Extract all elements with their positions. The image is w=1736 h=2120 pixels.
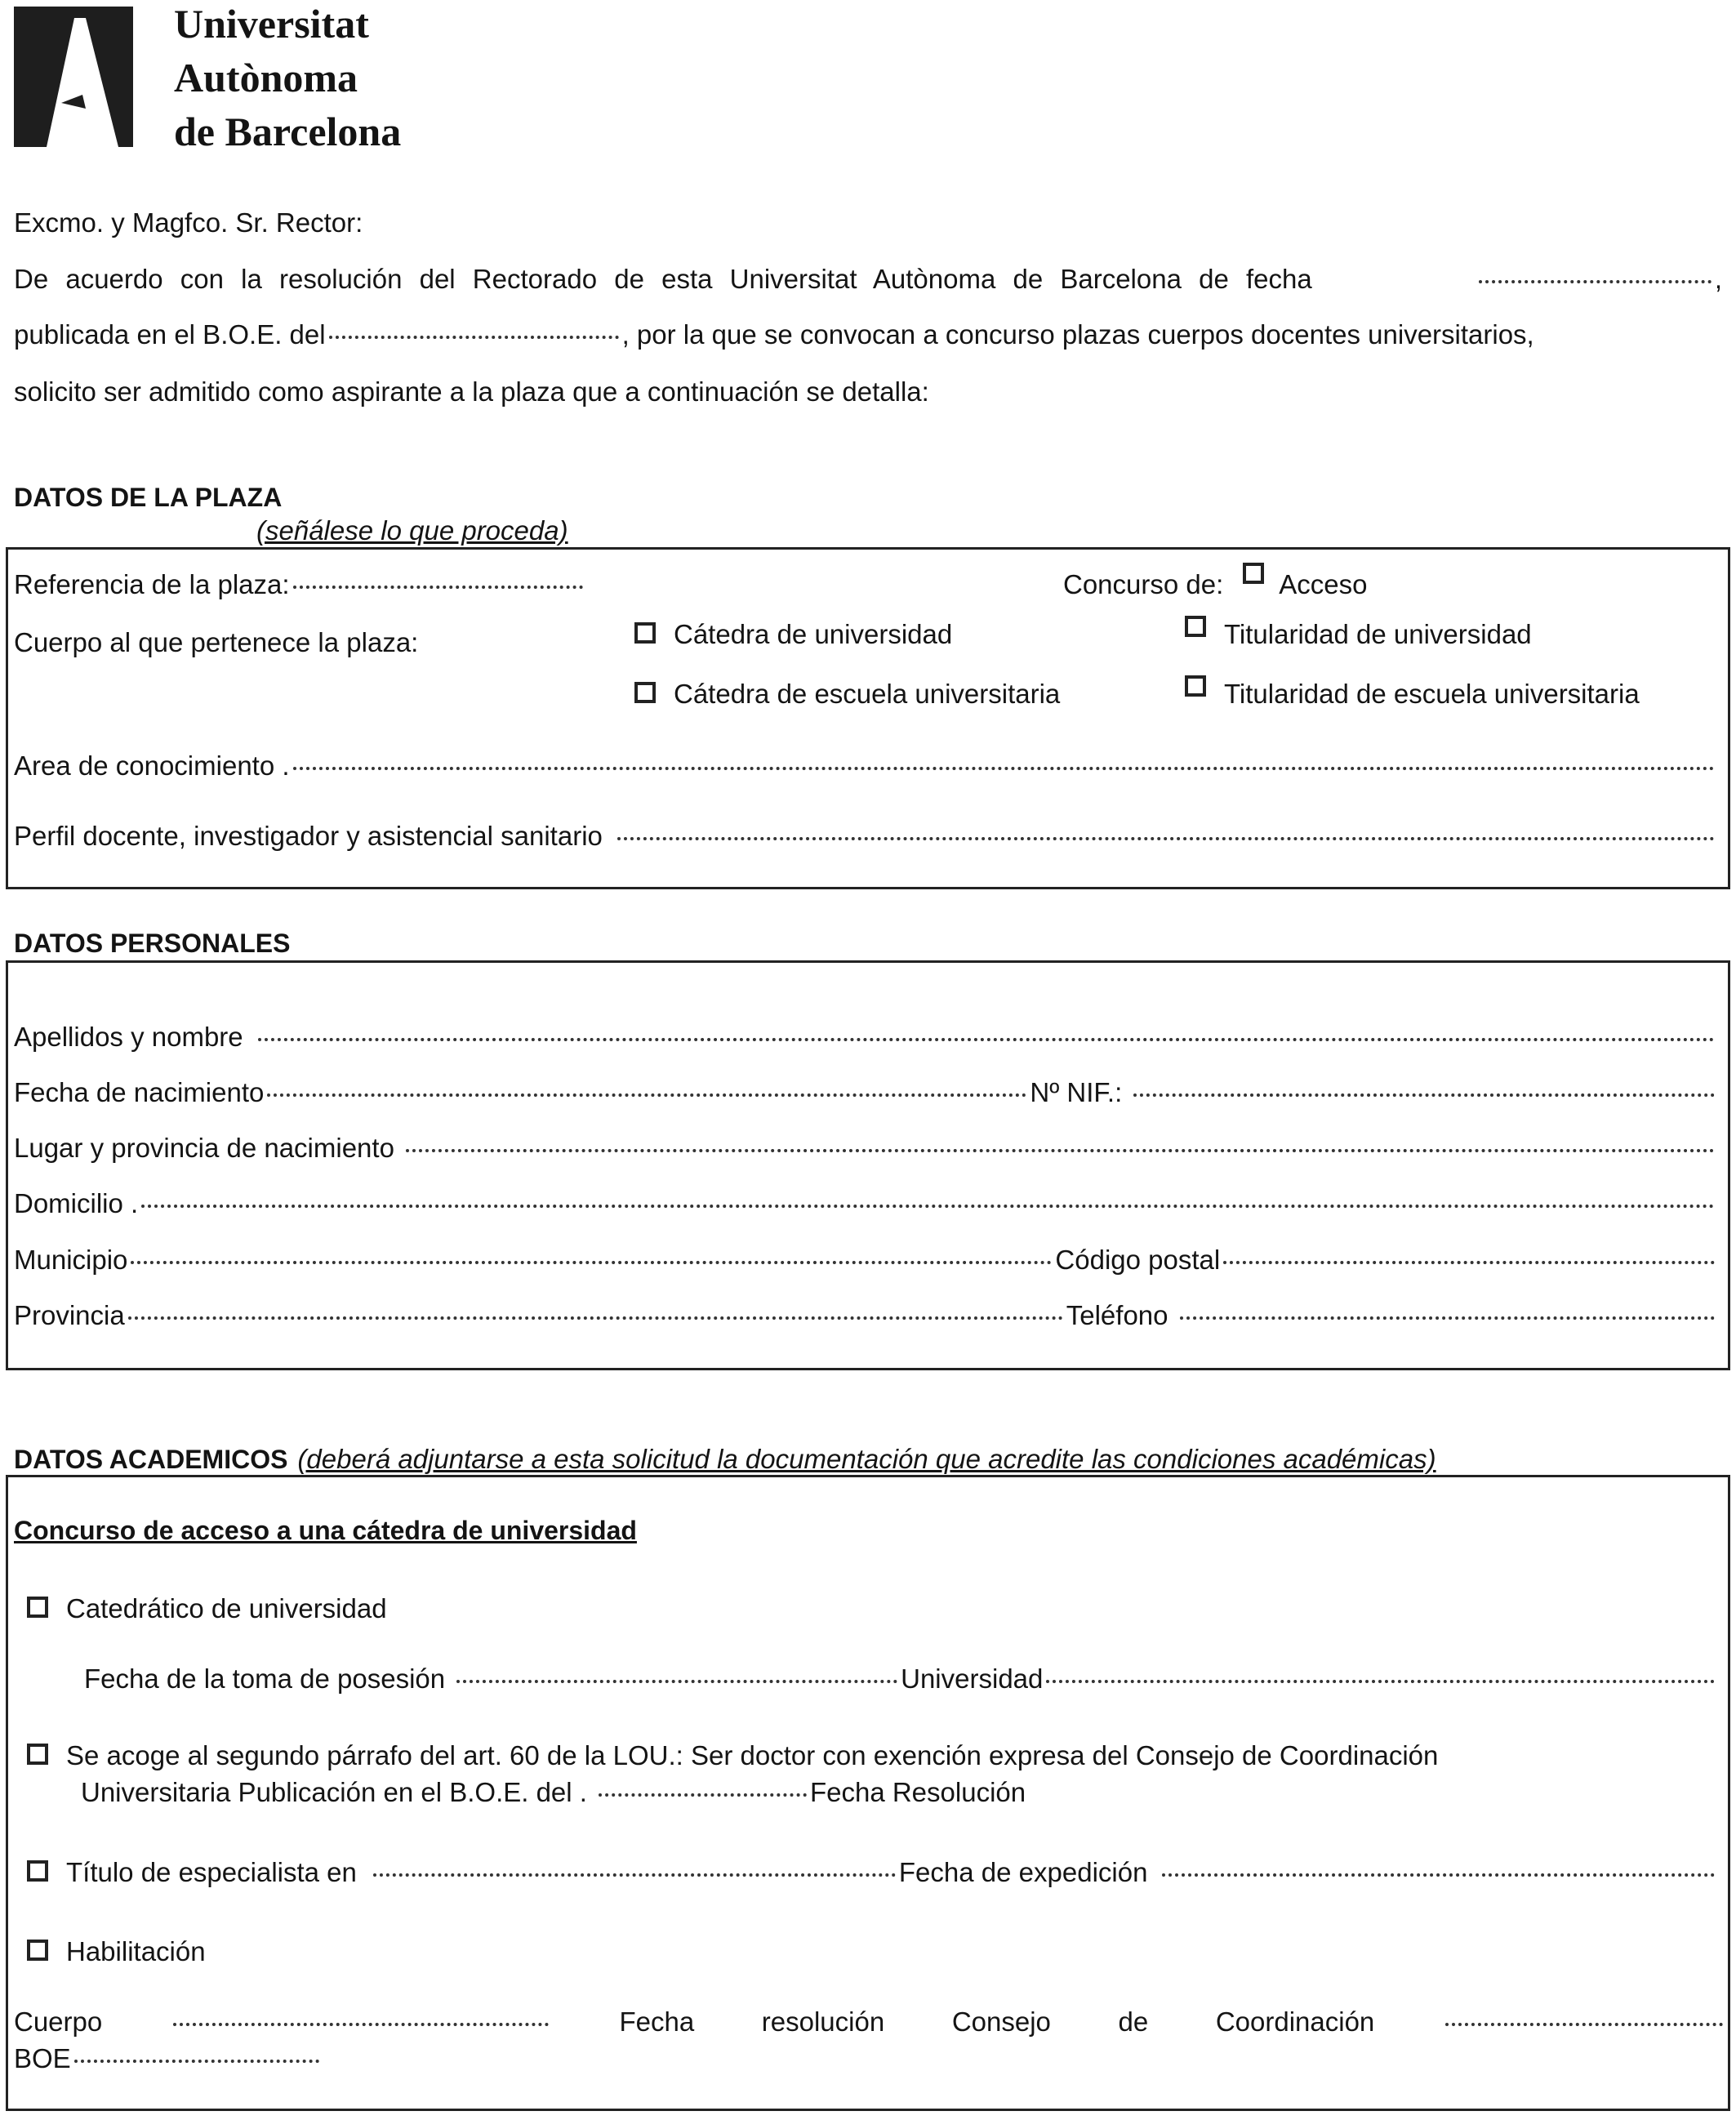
salutation-text: Excmo. y Magfco. Sr. Rector: [14, 207, 363, 238]
label: Referencia de la plaza: [14, 569, 290, 599]
intro-line-3 [14, 376, 929, 408]
option-label: Titularidad de universidad [1224, 619, 1532, 649]
apellidos-row [14, 1021, 1718, 1053]
domicilio-row [14, 1187, 1718, 1220]
label: Título de especialista en [66, 1857, 357, 1887]
label: Cuerpo al que pertenece la plaza: [14, 627, 419, 657]
area-field[interactable] [293, 767, 1715, 770]
label: resolución [761, 2006, 885, 2037]
option-label: Titularidad de escuela universitaria [1224, 679, 1640, 709]
heading: DATOS ACADEMICOS [14, 1445, 288, 1474]
option-row[interactable] [634, 678, 1060, 710]
label: Código postal [1055, 1245, 1221, 1275]
checkbox[interactable] [1185, 675, 1206, 697]
acoge-row[interactable] [27, 1739, 1438, 1772]
boe-row [14, 2042, 323, 2075]
referencia-field[interactable] [293, 586, 583, 589]
plaza-subtitle [256, 514, 568, 547]
section-title-personales [14, 927, 290, 960]
checkbox[interactable] [27, 1860, 48, 1882]
note: (deberá adjuntarse a esta solicitud la documentación que acredite las condiciones académicas) [297, 1444, 1436, 1474]
label: Municipio [14, 1245, 128, 1275]
acceso-checkbox[interactable] [1243, 563, 1264, 584]
cuerpo-label-row [14, 626, 418, 659]
titulo-row [27, 1856, 1718, 1889]
provincia-field[interactable] [128, 1316, 1063, 1320]
label: Catedrático de universidad [66, 1593, 387, 1623]
label: Se acoge al segundo párrafo del art. 60 de la LOU.: Ser doctor con exención expresa del Consejo de Coordinación [66, 1740, 1439, 1770]
date-field[interactable] [1479, 280, 1712, 283]
universidad-field[interactable] [1046, 1680, 1715, 1683]
label: Domicilio . [14, 1188, 139, 1218]
fecha-nacimiento-field[interactable] [267, 1093, 1026, 1097]
salutation [14, 207, 363, 239]
toma-row [84, 1663, 1718, 1695]
label: Nº NIF.: [1030, 1077, 1123, 1107]
titulo-field[interactable] [373, 1873, 896, 1877]
nacimiento-row [14, 1076, 1718, 1109]
acoge-row-2 [81, 1776, 1026, 1809]
comma: , [1714, 264, 1722, 294]
logo-line: Universitat [174, 1, 369, 47]
label: Habilitación [66, 1936, 206, 1966]
lugar-field[interactable] [406, 1149, 1715, 1152]
checkbox[interactable] [27, 1744, 48, 1765]
section-title-plaza [14, 481, 282, 514]
label: Universidad [901, 1663, 1044, 1694]
cuerpo-row [14, 2006, 1726, 2038]
catedratico-row[interactable] [27, 1592, 387, 1625]
label: Coordinación [1215, 2006, 1375, 2037]
nif-field[interactable] [1133, 1093, 1715, 1097]
label: Cuerpo [14, 2006, 103, 2037]
intro-text-1 [14, 263, 1476, 296]
subheading-text: Concurso de acceso a una cátedra de universidad [14, 1516, 637, 1545]
intro-text: solicito ser admitido como aspirante a la plaza que a continuación se detalla: [14, 376, 929, 407]
label: Lugar y provincia de nacimiento [14, 1133, 394, 1163]
label: Fecha de nacimiento [14, 1077, 265, 1107]
intro-line-2 [14, 318, 1722, 351]
perfil-field[interactable] [617, 837, 1715, 840]
logo-line: de Barcelona [174, 109, 402, 154]
heading: DATOS PERSONALES [14, 929, 291, 958]
provincia-row [14, 1299, 1718, 1332]
boe-date-field[interactable] [329, 336, 619, 339]
municipio-field[interactable] [131, 1261, 1052, 1264]
telefono-field[interactable] [1180, 1316, 1716, 1320]
label: Fecha [619, 2006, 695, 2037]
option-label: Cátedra de universidad [674, 619, 953, 649]
heading: DATOS DE LA PLAZA [14, 483, 283, 512]
label: Acceso [1279, 569, 1368, 599]
option-label: Cátedra de escuela universitaria [674, 679, 1061, 709]
referencia-row [14, 568, 586, 601]
concurso-row [1063, 568, 1368, 601]
checkbox[interactable] [27, 1597, 48, 1618]
section-title-academicos [14, 1443, 1436, 1476]
label: Provincia [14, 1300, 125, 1330]
label: Universitaria Publicación en el B.O.E. del . [81, 1777, 587, 1807]
municipio-row [14, 1244, 1718, 1276]
domicilio-field[interactable] [141, 1205, 1715, 1208]
checkbox[interactable] [634, 682, 656, 703]
subtitle: (señálese lo que proceda) [256, 515, 568, 546]
checkbox[interactable] [634, 622, 656, 644]
label: Teléfono [1066, 1300, 1168, 1330]
perfil-row [14, 820, 1718, 853]
boe-field[interactable] [74, 2060, 319, 2063]
option-row[interactable] [634, 618, 952, 651]
label: de [1118, 2006, 1149, 2037]
cuerpo-field[interactable] [173, 2023, 549, 2026]
toma-field[interactable] [456, 1680, 897, 1683]
intro-text: De acuerdo con la resolución del Rectorado de esta Universitat Autònoma de Barcelona de fecha [14, 264, 1312, 294]
cp-field[interactable] [1223, 1261, 1715, 1264]
label: Fecha de la toma de posesión [84, 1663, 446, 1694]
label: Fecha Resolución [809, 1777, 1026, 1807]
subheading [14, 1514, 637, 1547]
fecha-resolucion-field[interactable] [1445, 2023, 1723, 2026]
label: Concurso de: [1063, 569, 1224, 599]
label: Apellidos y nombre [14, 1022, 243, 1052]
habilitacion-row[interactable] [27, 1935, 206, 1968]
checkbox[interactable] [27, 1940, 48, 1961]
option-row[interactable] [1185, 678, 1640, 710]
label: Perfil docente, investigador y asistencial sanitario [14, 821, 603, 851]
label: BOE [14, 2043, 71, 2073]
intro-line-1 [14, 263, 1722, 296]
lugar-row [14, 1132, 1718, 1165]
apellidos-field[interactable] [258, 1038, 1715, 1041]
option-row[interactable] [1185, 618, 1532, 651]
uab-logo-mark [14, 7, 133, 147]
label: Area de conocimiento . [14, 750, 290, 781]
intro-text: publicada en el B.O.E. del [14, 319, 326, 350]
area-row [14, 750, 1718, 782]
logo-line: Autònoma [174, 55, 358, 100]
label: Consejo [951, 2006, 1051, 2037]
checkbox[interactable] [1185, 616, 1206, 637]
intro-text: , por la que se convocan a concurso plazas cuerpos docentes universitarios, [621, 319, 1534, 350]
university-name [174, 0, 401, 158]
boe-field[interactable] [599, 1793, 807, 1797]
expedicion-field[interactable] [1162, 1873, 1715, 1877]
label: Fecha de expedición [898, 1857, 1148, 1887]
